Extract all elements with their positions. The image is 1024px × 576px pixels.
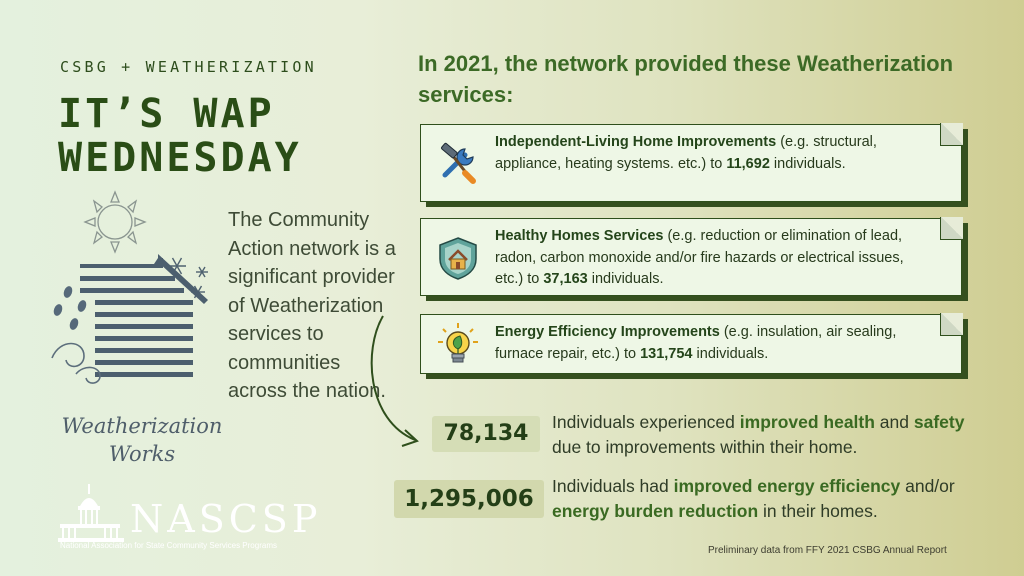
stat-text-health — [552, 410, 992, 460]
services-heading: In 2021, the network provided these Weatherization services: — [418, 51, 954, 107]
kicker-text: CSBG + WEATHERIZATION — [60, 58, 317, 76]
stat-number-energy: 1,295,006 — [394, 480, 544, 518]
logo-text-line-2: Works — [108, 442, 176, 466]
tools-icon — [435, 141, 481, 187]
card-title: Healthy Homes Services — [495, 228, 664, 244]
card-text — [495, 132, 935, 175]
card-description: (e.g. reduction or elimination of lead, radon, carbon monoxide and/or fire hazards or electrical issues, etc.) to — [495, 228, 904, 287]
card-count: 37,163 — [543, 271, 588, 287]
stat-bold-1: improved energy efficiency — [673, 476, 901, 496]
service-card-healthy-homes — [420, 218, 962, 296]
card-text — [495, 322, 935, 365]
stat-post: in their homes. — [758, 501, 878, 521]
stat-number-health: 78,134 — [432, 416, 540, 452]
stat-mid: and — [874, 412, 914, 432]
capitol-building-icon — [58, 482, 138, 544]
card-count: 131,754 — [640, 345, 693, 362]
card-count: 11,692 — [726, 155, 770, 172]
card-suffix: individuals. — [769, 155, 846, 172]
shield-house-icon — [435, 235, 481, 281]
nascsp-wordmark: NASCSP — [130, 497, 322, 541]
intro-paragraph: The Community Action network is a significant provider of Weatherization services to communities across the nation. — [228, 209, 396, 402]
stat-bold-2: energy burden reduction — [552, 501, 759, 521]
headline-line-2: WEDNESDAY — [58, 135, 302, 181]
card-description: (e.g. insulation, air sealing, furnace repair, etc.) to — [495, 324, 897, 362]
stat-pre: Individuals had — [552, 476, 674, 496]
card-description: (e.g. structural, appliance, heating systems. etc.) to — [495, 134, 877, 172]
stat-mid: and/or — [900, 476, 955, 496]
stat-bold-1: improved health — [739, 412, 875, 432]
source-note: Preliminary data from FFY 2021 CSBG Annual Report — [708, 545, 947, 556]
stat-bold-2: safety — [913, 412, 965, 432]
lightbulb-leaf-icon — [435, 322, 481, 368]
card-title: Independent-Living Home Improvements — [495, 134, 777, 150]
service-card-independent-living — [420, 124, 962, 202]
service-card-energy-efficiency — [420, 314, 962, 374]
card-text — [495, 226, 935, 291]
headline-line-1: IT’S WAP — [58, 91, 275, 137]
card-title: Energy Efficiency Improvements — [495, 324, 720, 340]
stat-pre: Individuals experienced — [552, 412, 740, 432]
card-suffix: individuals. — [587, 271, 664, 287]
card-suffix: individuals. — [692, 345, 769, 362]
nascsp-full-name: National Association for State Community Services Programs — [60, 541, 277, 550]
curved-arrow-icon — [355, 300, 425, 460]
stat-text-energy — [552, 474, 972, 524]
stat-post: due to improvements within their home. — [552, 437, 858, 457]
logo-text-line-1: Weatherization — [61, 414, 223, 438]
weatherization-works-logo-icon — [40, 188, 220, 408]
